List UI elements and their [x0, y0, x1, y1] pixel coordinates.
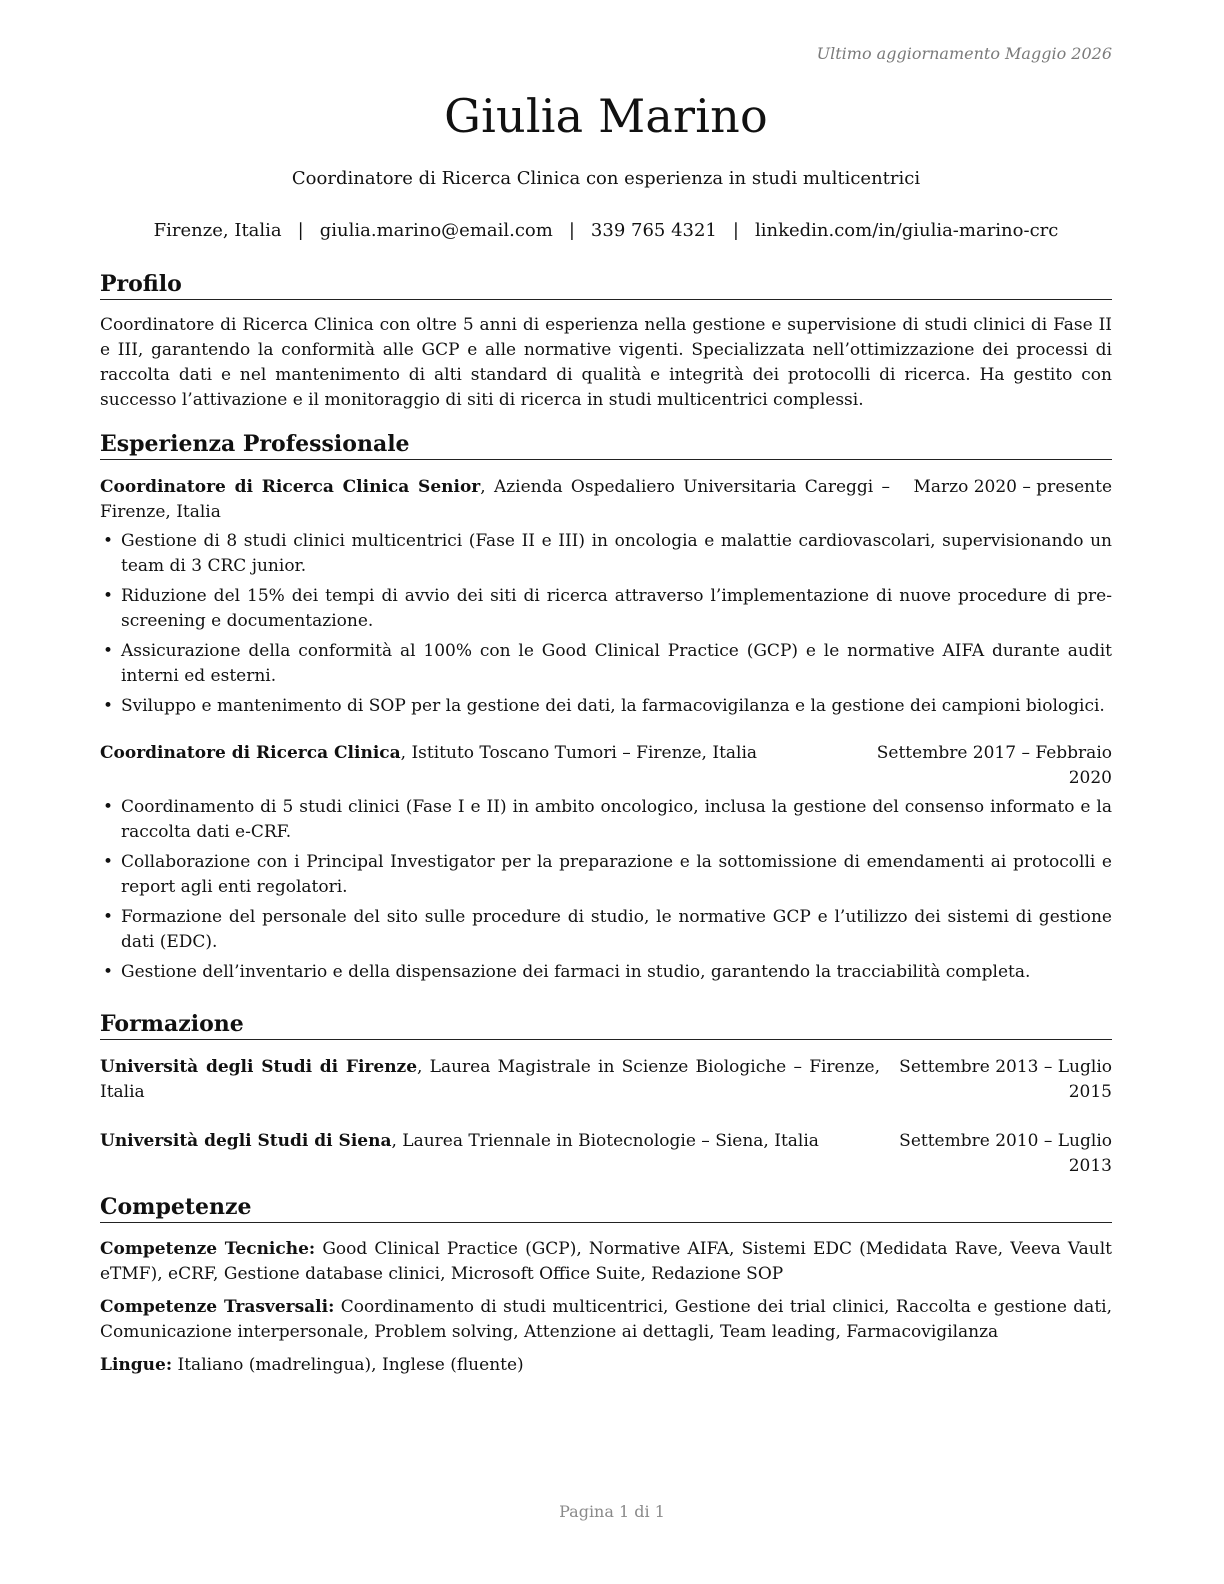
profile-section — [100, 270, 1112, 413]
contact-phone[interactable]: 339 765 4321 — [590, 220, 717, 241]
skill-text: Italiano (madrelingua), Inglese (fluente) — [172, 1355, 524, 1375]
degree-detail: , Laurea Magistrale in Scienze Biologiche – Firenze, Italia — [100, 1057, 880, 1102]
degree-detail: , Laurea Triennale in Biotecnologie – Siena, Italia — [391, 1131, 819, 1151]
list-item: • Collaborazione con i Principal Investigator per la preparazione e la sottomissione di emendamenti ai protocolli e report agli enti regolatori. — [103, 852, 1112, 897]
list-item: • Sviluppo e mantenimento di SOP per la gestione dei dati, la farmacovigilanza e la gestione dei campioni biologici. — [100, 694, 1112, 719]
bullet-icon: • — [103, 962, 114, 982]
skill-label: Competenze Tecniche: — [100, 1239, 316, 1259]
job-organization: , Azienda Ospedaliero Universitaria Careggi – Firenze, Italia — [100, 477, 891, 522]
experience-section — [100, 430, 1112, 990]
education-header — [100, 1129, 1112, 1179]
contact-location: Firenze, Italia — [153, 220, 282, 241]
list-item: • Formazione del personale del sito sulle procedure di studio, le normative GCP e l’utilizzo dei sistemi di gestione dati (EDC). — [103, 907, 1112, 952]
education-entry — [100, 1055, 1112, 1105]
job-role: Coordinatore di Ricerca Clinica — [100, 743, 401, 763]
contact-separator: | — [568, 220, 575, 241]
contact-linkedin[interactable]: linkedin.com/in/giulia-marino-crc — [754, 220, 1059, 241]
skill-group — [100, 1353, 1112, 1378]
contact-line — [100, 219, 1112, 243]
education-entry — [100, 1129, 1112, 1179]
profile-text: Coordinatore di Ricerca Clinica con oltre 5 anni di esperienza nella gestione e supervisione di studi clinici di Fase II e III, garantendo la conformità alle GCP e alle normative vigenti. Specializzata nell’ottimizzazione dei processi di raccolta dati e nel mantenimento di alti standard di qualità e integrità dei protocolli di ricerca. Ha gestito con successo l’attivazione e il monitoraggio di siti di ricerca in studi multicentrici complessi. — [100, 315, 1112, 410]
skill-text: Good Clinical Practice (GCP), Normative AIFA, Sistemi EDC (Medidata Rave, Veeva Vault eTMF), eCRF, Gestione database clinici, Microsoft Office Suite, Redazione SOP — [100, 1239, 1112, 1284]
job-bullets — [100, 529, 1112, 719]
list-item: • Riduzione del 15% dei tempi di avvio dei siti di ricerca attraverso l’implementazione di nuove procedure di pre-screening e documentazione. — [103, 586, 1112, 631]
job-header — [100, 741, 1112, 791]
job-dates: Settembre 2017 – Febbraio 2020 — [876, 743, 1112, 788]
bullet-icon: • — [103, 797, 114, 817]
bullet-icon: • — [103, 586, 114, 606]
bullet-icon: • — [103, 696, 114, 716]
job-entry — [100, 741, 1112, 985]
bullet-icon: • — [103, 531, 114, 551]
skill-group — [100, 1237, 1112, 1287]
skill-label: Lingue: — [100, 1355, 173, 1375]
list-item: • Coordinamento di 5 studi clinici (Fase I e II) in ambito oncologico, inclusa la gestione del consenso informato e la raccolta dati e-CRF. — [103, 797, 1112, 842]
school-name: Università degli Studi di Firenze — [100, 1057, 418, 1077]
section-title: Competenze — [100, 1193, 1112, 1223]
education-header — [100, 1055, 1112, 1105]
skill-label: Competenze Trasversali: — [100, 1297, 335, 1317]
job-dates: Marzo 2020 – presente — [913, 477, 1112, 497]
contact-email[interactable]: giulia.marino@email.com — [319, 220, 553, 241]
skill-text: Coordinamento di studi multicentrici, Gestione dei trial clinici, Raccolta e gestione dati, Comunicazione interpersonale, Problem solving, Attenzione ai dettagli, Team leading, Farmacovigilanza — [100, 1297, 1112, 1342]
contact-separator: | — [297, 220, 304, 241]
list-item: • Gestione dell’inventario e della dispensazione dei farmaci in studio, garantendo la tracciabilità completa. — [100, 960, 1112, 985]
list-item: • Assicurazione della conformità al 100% con le Good Clinical Practice (GCP) e le normative AIFA durante audit interni ed esterni. — [103, 641, 1112, 686]
education-dates: Settembre 2013 – Luglio 2015 — [899, 1057, 1112, 1102]
section-title: Esperienza Professionale — [100, 430, 1112, 460]
job-organization: , Istituto Toscano Tumori – Firenze, Italia — [400, 743, 758, 763]
candidate-name: Giulia Marino — [444, 89, 768, 143]
bullet-icon: • — [103, 907, 114, 927]
section-title: Formazione — [100, 1010, 1112, 1040]
last-updated: Ultimo aggiornamento Maggio 2026 — [816, 44, 1112, 63]
job-header — [100, 475, 1112, 525]
job-entry — [100, 475, 1112, 719]
bullet-icon: • — [103, 641, 114, 661]
education-section — [100, 1010, 1112, 1179]
education-dates: Settembre 2010 – Luglio 2013 — [899, 1131, 1112, 1176]
contact-separator: | — [732, 220, 739, 241]
job-role: Coordinatore di Ricerca Clinica Senior — [100, 477, 481, 497]
candidate-subtitle: Coordinatore di Ricerca Clinica con esperienza in studi multicentrici — [291, 168, 921, 189]
school-name: Università degli Studi di Siena — [100, 1131, 392, 1151]
list-item: • Gestione di 8 studi clinici multicentrici (Fase II e III) in oncologia e malattie cardiovascolari, supervisionando un team di 3 CRC junior. — [103, 531, 1112, 576]
skills-section — [100, 1193, 1112, 1378]
page-number: Pagina 1 di 1 — [559, 1502, 665, 1521]
skill-group — [100, 1295, 1112, 1345]
job-bullets — [100, 795, 1112, 985]
section-title: Profilo — [100, 270, 1112, 300]
bullet-icon: • — [103, 852, 114, 872]
